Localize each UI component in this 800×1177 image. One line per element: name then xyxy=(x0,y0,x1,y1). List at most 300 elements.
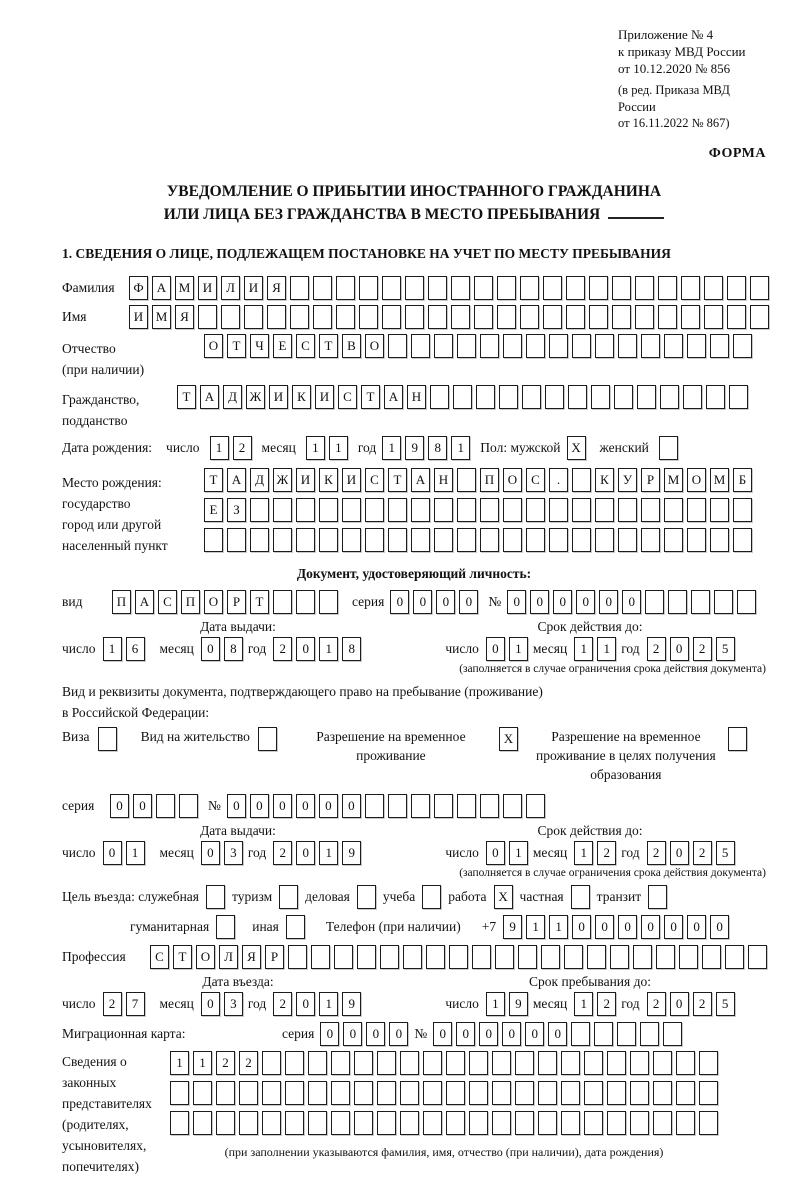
char-cell[interactable]: А xyxy=(384,385,403,409)
char-cell[interactable]: 0 xyxy=(599,590,618,614)
char-cell[interactable]: 1 xyxy=(574,992,593,1016)
char-cell[interactable]: 1 xyxy=(193,1051,212,1075)
char-cell[interactable] xyxy=(388,334,407,358)
char-cell[interactable] xyxy=(733,528,752,552)
char-cell[interactable]: 0 xyxy=(618,915,637,939)
char-cell[interactable]: 1 xyxy=(319,992,338,1016)
char-cell[interactable]: 1 xyxy=(526,915,545,939)
char-cell[interactable]: 2 xyxy=(693,841,712,865)
char-cell[interactable] xyxy=(457,528,476,552)
char-cell[interactable]: 0 xyxy=(201,992,220,1016)
char-cell[interactable] xyxy=(227,528,246,552)
char-cell[interactable]: 0 xyxy=(296,794,315,818)
char-cell[interactable] xyxy=(206,885,225,909)
char-cell[interactable] xyxy=(446,1081,465,1105)
char-cell[interactable]: Т xyxy=(250,590,269,614)
char-cell[interactable]: 2 xyxy=(693,637,712,661)
char-cell[interactable] xyxy=(480,528,499,552)
char-cell[interactable]: 3 xyxy=(224,841,243,865)
char-cell[interactable] xyxy=(434,528,453,552)
char-cell[interactable] xyxy=(566,305,585,329)
char-cell[interactable]: Р xyxy=(227,590,246,614)
char-cell[interactable] xyxy=(630,1051,649,1075)
char-cell[interactable] xyxy=(584,1081,603,1105)
char-cell[interactable]: 1 xyxy=(486,992,505,1016)
char-cell[interactable]: 0 xyxy=(390,590,409,614)
char-cell[interactable] xyxy=(288,945,307,969)
char-cell[interactable]: 2 xyxy=(597,992,616,1016)
char-cell[interactable] xyxy=(549,334,568,358)
char-cell[interactable]: М xyxy=(152,305,171,329)
char-cell[interactable] xyxy=(365,528,384,552)
char-cell[interactable] xyxy=(331,1111,350,1135)
char-cell[interactable] xyxy=(388,794,407,818)
char-cell[interactable]: 2 xyxy=(239,1051,258,1075)
char-cell[interactable] xyxy=(737,590,756,614)
char-cell[interactable]: 0 xyxy=(342,794,361,818)
char-cell[interactable] xyxy=(216,1111,235,1135)
char-cell[interactable]: 0 xyxy=(576,590,595,614)
char-cell[interactable] xyxy=(480,794,499,818)
char-cell[interactable]: М xyxy=(664,468,683,492)
char-cell[interactable] xyxy=(687,498,706,522)
char-cell[interactable]: А xyxy=(411,468,430,492)
char-cell[interactable]: 1 xyxy=(451,436,470,460)
char-cell[interactable] xyxy=(359,276,378,300)
char-cell[interactable]: 1 xyxy=(382,436,401,460)
char-cell[interactable] xyxy=(515,1051,534,1075)
char-cell[interactable] xyxy=(612,305,631,329)
char-cell[interactable] xyxy=(411,334,430,358)
char-cell[interactable] xyxy=(683,385,702,409)
char-cell[interactable] xyxy=(279,885,298,909)
char-cell[interactable] xyxy=(193,1111,212,1135)
char-cell[interactable]: Т xyxy=(173,945,192,969)
char-cell[interactable] xyxy=(296,528,315,552)
char-cell[interactable]: 8 xyxy=(428,436,447,460)
char-cell[interactable] xyxy=(591,385,610,409)
char-cell[interactable]: О xyxy=(687,468,706,492)
char-cell[interactable] xyxy=(526,794,545,818)
char-cell[interactable] xyxy=(679,945,698,969)
char-cell[interactable] xyxy=(681,276,700,300)
char-cell[interactable] xyxy=(564,945,583,969)
char-cell[interactable]: 2 xyxy=(647,637,666,661)
char-cell[interactable]: А xyxy=(152,276,171,300)
char-cell[interactable] xyxy=(607,1081,626,1105)
char-cell[interactable] xyxy=(239,1081,258,1105)
char-cell[interactable] xyxy=(618,498,637,522)
char-cell[interactable] xyxy=(354,1051,373,1075)
char-cell[interactable]: 6 xyxy=(126,637,145,661)
char-cell[interactable]: Т xyxy=(227,334,246,358)
char-cell[interactable]: 0 xyxy=(201,841,220,865)
char-cell[interactable]: С xyxy=(526,468,545,492)
char-cell[interactable]: М xyxy=(710,468,729,492)
char-cell[interactable] xyxy=(497,276,516,300)
char-cell[interactable]: 1 xyxy=(597,637,616,661)
char-cell[interactable] xyxy=(538,1111,557,1135)
char-cell[interactable] xyxy=(319,590,338,614)
char-cell[interactable] xyxy=(645,590,664,614)
char-cell[interactable]: 2 xyxy=(216,1051,235,1075)
char-cell[interactable] xyxy=(286,915,305,939)
char-cell[interactable] xyxy=(457,468,476,492)
char-cell[interactable] xyxy=(594,1022,613,1046)
char-cell[interactable] xyxy=(380,945,399,969)
char-cell[interactable] xyxy=(273,498,292,522)
char-cell[interactable] xyxy=(492,1081,511,1105)
char-cell[interactable]: 1 xyxy=(549,915,568,939)
char-cell[interactable]: 1 xyxy=(103,637,122,661)
char-cell[interactable] xyxy=(336,305,355,329)
char-cell[interactable] xyxy=(451,305,470,329)
char-cell[interactable] xyxy=(469,1081,488,1105)
char-cell[interactable] xyxy=(515,1111,534,1135)
char-cell[interactable] xyxy=(545,385,564,409)
char-cell[interactable] xyxy=(656,945,675,969)
char-cell[interactable]: 1 xyxy=(319,841,338,865)
char-cell[interactable] xyxy=(469,1051,488,1075)
char-cell[interactable] xyxy=(377,1111,396,1135)
char-cell[interactable] xyxy=(630,1081,649,1105)
char-cell[interactable] xyxy=(250,528,269,552)
char-cell[interactable] xyxy=(503,334,522,358)
char-cell[interactable] xyxy=(474,276,493,300)
char-cell[interactable]: К xyxy=(595,468,614,492)
char-cell[interactable] xyxy=(676,1111,695,1135)
char-cell[interactable]: 2 xyxy=(597,841,616,865)
char-cell[interactable]: Ч xyxy=(250,334,269,358)
char-cell[interactable]: Р xyxy=(641,468,660,492)
char-cell[interactable] xyxy=(472,945,491,969)
char-cell[interactable] xyxy=(457,334,476,358)
char-cell[interactable] xyxy=(522,385,541,409)
char-cell[interactable]: 1 xyxy=(509,637,528,661)
char-cell[interactable]: X xyxy=(499,727,518,751)
char-cell[interactable]: 9 xyxy=(342,992,361,1016)
char-cell[interactable] xyxy=(377,1051,396,1075)
char-cell[interactable]: Л xyxy=(219,945,238,969)
char-cell[interactable] xyxy=(411,498,430,522)
char-cell[interactable] xyxy=(495,945,514,969)
char-cell[interactable] xyxy=(308,1051,327,1075)
char-cell[interactable]: 1 xyxy=(319,637,338,661)
char-cell[interactable] xyxy=(273,590,292,614)
char-cell[interactable] xyxy=(612,276,631,300)
char-cell[interactable]: 5 xyxy=(716,841,735,865)
char-cell[interactable] xyxy=(285,1081,304,1105)
char-cell[interactable] xyxy=(658,276,677,300)
char-cell[interactable]: Т xyxy=(388,468,407,492)
char-cell[interactable]: 0 xyxy=(664,915,683,939)
char-cell[interactable] xyxy=(635,276,654,300)
char-cell[interactable] xyxy=(614,385,633,409)
char-cell[interactable]: 0 xyxy=(296,637,315,661)
char-cell[interactable]: 9 xyxy=(342,841,361,865)
char-cell[interactable]: О xyxy=(204,590,223,614)
char-cell[interactable] xyxy=(729,385,748,409)
char-cell[interactable] xyxy=(659,436,678,460)
char-cell[interactable] xyxy=(476,385,495,409)
char-cell[interactable] xyxy=(725,945,744,969)
char-cell[interactable] xyxy=(262,1081,281,1105)
char-cell[interactable]: 0 xyxy=(273,794,292,818)
char-cell[interactable]: П xyxy=(112,590,131,614)
char-cell[interactable]: И xyxy=(244,276,263,300)
char-cell[interactable] xyxy=(541,945,560,969)
char-cell[interactable]: 2 xyxy=(273,841,292,865)
char-cell[interactable] xyxy=(216,915,235,939)
char-cell[interactable]: И xyxy=(129,305,148,329)
char-cell[interactable] xyxy=(640,1022,659,1046)
char-cell[interactable]: З xyxy=(227,498,246,522)
char-cell[interactable]: 0 xyxy=(530,590,549,614)
char-cell[interactable] xyxy=(750,276,769,300)
char-cell[interactable] xyxy=(258,727,277,751)
char-cell[interactable] xyxy=(748,945,767,969)
char-cell[interactable] xyxy=(365,794,384,818)
char-cell[interactable] xyxy=(423,1081,442,1105)
char-cell[interactable]: В xyxy=(342,334,361,358)
char-cell[interactable] xyxy=(607,1051,626,1075)
char-cell[interactable] xyxy=(561,1111,580,1135)
char-cell[interactable] xyxy=(365,498,384,522)
char-cell[interactable]: 1 xyxy=(126,841,145,865)
char-cell[interactable] xyxy=(571,1022,590,1046)
char-cell[interactable] xyxy=(653,1051,672,1075)
char-cell[interactable] xyxy=(400,1051,419,1075)
char-cell[interactable] xyxy=(98,727,117,751)
char-cell[interactable] xyxy=(503,794,522,818)
char-cell[interactable] xyxy=(520,276,539,300)
char-cell[interactable] xyxy=(354,1111,373,1135)
char-cell[interactable]: 0 xyxy=(296,841,315,865)
char-cell[interactable] xyxy=(572,498,591,522)
char-cell[interactable] xyxy=(633,945,652,969)
char-cell[interactable]: Н xyxy=(434,468,453,492)
char-cell[interactable]: С xyxy=(150,945,169,969)
char-cell[interactable] xyxy=(710,528,729,552)
char-cell[interactable] xyxy=(648,885,667,909)
char-cell[interactable] xyxy=(699,1081,718,1105)
char-cell[interactable] xyxy=(676,1081,695,1105)
char-cell[interactable] xyxy=(308,1111,327,1135)
char-cell[interactable]: 3 xyxy=(224,992,243,1016)
char-cell[interactable] xyxy=(518,945,537,969)
char-cell[interactable]: 0 xyxy=(710,915,729,939)
char-cell[interactable] xyxy=(422,885,441,909)
char-cell[interactable] xyxy=(405,276,424,300)
char-cell[interactable]: 0 xyxy=(389,1022,408,1046)
char-cell[interactable] xyxy=(727,305,746,329)
char-cell[interactable] xyxy=(156,794,175,818)
char-cell[interactable]: 2 xyxy=(273,637,292,661)
char-cell[interactable] xyxy=(319,528,338,552)
char-cell[interactable] xyxy=(503,498,522,522)
char-cell[interactable] xyxy=(668,590,687,614)
char-cell[interactable] xyxy=(635,305,654,329)
char-cell[interactable] xyxy=(434,334,453,358)
char-cell[interactable]: Б xyxy=(733,468,752,492)
char-cell[interactable] xyxy=(660,385,679,409)
char-cell[interactable] xyxy=(313,276,332,300)
char-cell[interactable] xyxy=(308,1081,327,1105)
char-cell[interactable] xyxy=(423,1051,442,1075)
char-cell[interactable] xyxy=(474,305,493,329)
char-cell[interactable]: 0 xyxy=(227,794,246,818)
char-cell[interactable]: 1 xyxy=(509,841,528,865)
char-cell[interactable] xyxy=(549,528,568,552)
char-cell[interactable] xyxy=(313,305,332,329)
char-cell[interactable]: 0 xyxy=(595,915,614,939)
char-cell[interactable]: 0 xyxy=(366,1022,385,1046)
char-cell[interactable]: 0 xyxy=(687,915,706,939)
char-cell[interactable] xyxy=(538,1051,557,1075)
char-cell[interactable] xyxy=(538,1081,557,1105)
char-cell[interactable] xyxy=(273,528,292,552)
char-cell[interactable]: 0 xyxy=(103,841,122,865)
char-cell[interactable] xyxy=(434,794,453,818)
char-cell[interactable] xyxy=(618,528,637,552)
char-cell[interactable] xyxy=(653,1081,672,1105)
char-cell[interactable]: 1 xyxy=(574,637,593,661)
char-cell[interactable]: 0 xyxy=(641,915,660,939)
char-cell[interactable]: Н xyxy=(407,385,426,409)
char-cell[interactable] xyxy=(568,385,587,409)
char-cell[interactable]: 9 xyxy=(509,992,528,1016)
char-cell[interactable] xyxy=(520,305,539,329)
char-cell[interactable]: 0 xyxy=(525,1022,544,1046)
char-cell[interactable]: . xyxy=(549,468,568,492)
char-cell[interactable] xyxy=(311,945,330,969)
char-cell[interactable] xyxy=(549,498,568,522)
char-cell[interactable]: 0 xyxy=(436,590,455,614)
char-cell[interactable]: 2 xyxy=(233,436,252,460)
char-cell[interactable] xyxy=(469,1111,488,1135)
char-cell[interactable] xyxy=(595,498,614,522)
char-cell[interactable]: 0 xyxy=(413,590,432,614)
char-cell[interactable] xyxy=(543,276,562,300)
char-cell[interactable]: О xyxy=(503,468,522,492)
char-cell[interactable] xyxy=(357,945,376,969)
char-cell[interactable]: 1 xyxy=(210,436,229,460)
char-cell[interactable] xyxy=(342,498,361,522)
char-cell[interactable]: 0 xyxy=(670,992,689,1016)
char-cell[interactable] xyxy=(499,385,518,409)
char-cell[interactable] xyxy=(357,885,376,909)
char-cell[interactable] xyxy=(296,498,315,522)
char-cell[interactable] xyxy=(400,1081,419,1105)
char-cell[interactable] xyxy=(434,498,453,522)
char-cell[interactable] xyxy=(382,276,401,300)
char-cell[interactable] xyxy=(714,590,733,614)
char-cell[interactable] xyxy=(676,1051,695,1075)
char-cell[interactable]: Т xyxy=(361,385,380,409)
char-cell[interactable]: Ж xyxy=(273,468,292,492)
char-cell[interactable] xyxy=(728,727,747,751)
char-cell[interactable] xyxy=(492,1111,511,1135)
char-cell[interactable]: 7 xyxy=(126,992,145,1016)
char-cell[interactable] xyxy=(170,1081,189,1105)
char-cell[interactable] xyxy=(423,1111,442,1135)
char-cell[interactable]: 0 xyxy=(479,1022,498,1046)
char-cell[interactable] xyxy=(702,945,721,969)
char-cell[interactable] xyxy=(405,305,424,329)
char-cell[interactable] xyxy=(170,1111,189,1135)
char-cell[interactable] xyxy=(658,305,677,329)
char-cell[interactable]: 0 xyxy=(343,1022,362,1046)
char-cell[interactable] xyxy=(526,498,545,522)
char-cell[interactable] xyxy=(388,498,407,522)
char-cell[interactable] xyxy=(480,334,499,358)
char-cell[interactable] xyxy=(204,528,223,552)
char-cell[interactable] xyxy=(446,1111,465,1135)
char-cell[interactable] xyxy=(572,528,591,552)
char-cell[interactable] xyxy=(618,334,637,358)
char-cell[interactable]: Т xyxy=(177,385,196,409)
char-cell[interactable] xyxy=(382,305,401,329)
char-cell[interactable]: Л xyxy=(221,276,240,300)
char-cell[interactable]: 8 xyxy=(224,637,243,661)
char-cell[interactable]: П xyxy=(480,468,499,492)
char-cell[interactable] xyxy=(704,305,723,329)
char-cell[interactable]: 1 xyxy=(306,436,325,460)
char-cell[interactable]: 0 xyxy=(320,1022,339,1046)
char-cell[interactable] xyxy=(704,276,723,300)
char-cell[interactable] xyxy=(566,276,585,300)
blank-underline[interactable] xyxy=(608,207,664,219)
char-cell[interactable] xyxy=(290,305,309,329)
char-cell[interactable] xyxy=(653,1111,672,1135)
char-cell[interactable] xyxy=(359,305,378,329)
char-cell[interactable]: 0 xyxy=(433,1022,452,1046)
char-cell[interactable] xyxy=(457,498,476,522)
char-cell[interactable]: 0 xyxy=(250,794,269,818)
char-cell[interactable]: Д xyxy=(250,468,269,492)
char-cell[interactable]: О xyxy=(196,945,215,969)
char-cell[interactable] xyxy=(706,385,725,409)
char-cell[interactable]: У xyxy=(618,468,637,492)
char-cell[interactable] xyxy=(610,945,629,969)
char-cell[interactable]: И xyxy=(198,276,217,300)
char-cell[interactable]: 0 xyxy=(553,590,572,614)
char-cell[interactable]: 5 xyxy=(716,637,735,661)
char-cell[interactable]: О xyxy=(365,334,384,358)
char-cell[interactable] xyxy=(641,334,660,358)
char-cell[interactable]: И xyxy=(342,468,361,492)
char-cell[interactable] xyxy=(198,305,217,329)
char-cell[interactable] xyxy=(572,334,591,358)
char-cell[interactable] xyxy=(664,498,683,522)
char-cell[interactable] xyxy=(663,1022,682,1046)
char-cell[interactable]: 2 xyxy=(103,992,122,1016)
char-cell[interactable] xyxy=(543,305,562,329)
char-cell[interactable]: 0 xyxy=(110,794,129,818)
char-cell[interactable] xyxy=(587,945,606,969)
char-cell[interactable] xyxy=(691,590,710,614)
char-cell[interactable]: Д xyxy=(223,385,242,409)
char-cell[interactable]: 1 xyxy=(170,1051,189,1075)
char-cell[interactable] xyxy=(336,276,355,300)
char-cell[interactable]: 0 xyxy=(459,590,478,614)
char-cell[interactable] xyxy=(641,498,660,522)
char-cell[interactable]: С xyxy=(338,385,357,409)
char-cell[interactable] xyxy=(561,1051,580,1075)
char-cell[interactable]: И xyxy=(269,385,288,409)
char-cell[interactable] xyxy=(572,468,591,492)
char-cell[interactable]: А xyxy=(135,590,154,614)
